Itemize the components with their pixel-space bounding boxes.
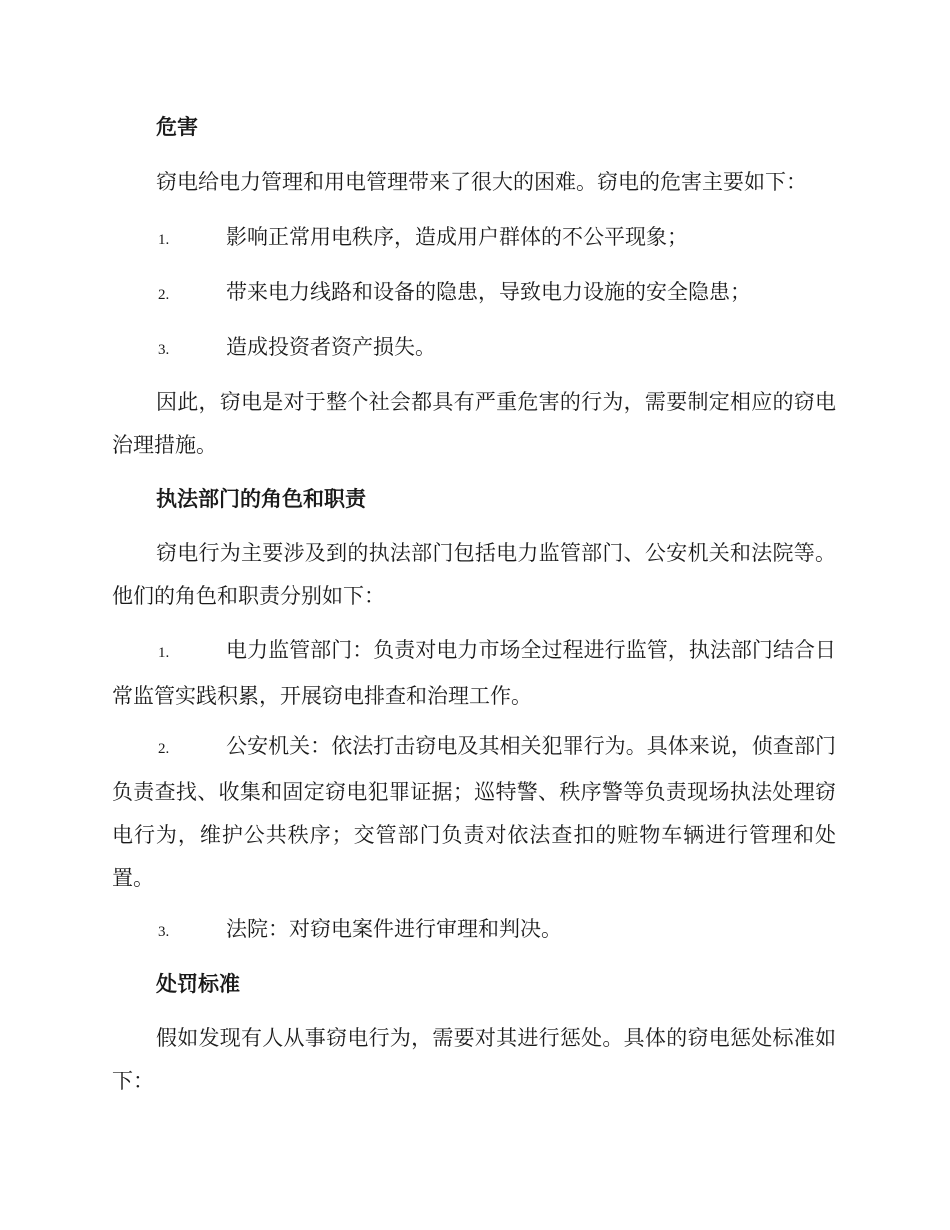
list-item-text: 公安机关：依法打击窃电及其相关犯罪行为。具体来说，侦查部门负责查找、收集和固定窃电犯罪证据；巡特警、秩序警等负责现场执法处理窃电行为，维护公共秩序；交管部门负责对依法查扣的赃物车辆进行管理和处置。 [112, 734, 836, 890]
list-item-text: 电力监管部门：负责对电力市场全过程进行监管，执法部门结合日常监管实践积累，开展窃电排查和治理工作。 [112, 638, 836, 708]
list-item-text: 带来电力线路和设备的隐患，导致电力设施的安全隐患； [226, 280, 751, 304]
list-item [112, 326, 836, 372]
section-heading-harm: 危害 [156, 115, 198, 139]
section-heading-penalty: 处罚标准 [156, 972, 240, 996]
list-item [112, 908, 836, 954]
list-item-text: 影响正常用电秩序，造成用户群体的不公平现象； [226, 225, 688, 249]
paragraph-harm-conclusion: 因此，窃电是对于整个社会都具有严重危害的行为，需要制定相应的窃电治理措施。 [112, 390, 836, 457]
paragraph-harm-intro: 窃电给电力管理和用电管理带来了很大的困难。窃电的危害主要如下： [156, 170, 807, 194]
list-item-text: 法院：对窃电案件进行审理和判决。 [226, 917, 562, 941]
paragraph-penalty-intro: 假如发现有人从事窃电行为，需要对其进行惩处。具体的窃电惩处标准如下： [112, 1026, 836, 1093]
list-number: 1. [158, 232, 170, 248]
list-item [112, 629, 836, 718]
list-number: 3. [158, 342, 170, 358]
list-item [112, 271, 836, 317]
list-number: 1. [158, 645, 170, 661]
section-heading-enforcement: 执法部门的角色和职责 [156, 487, 366, 511]
list-item-text: 造成投资者资产损失。 [226, 335, 436, 359]
list-number: 2. [158, 741, 170, 757]
paragraph-enforcement-intro: 窃电行为主要涉及到的执法部门包括电力监管部门、公安机关和法院等。他们的角色和职责分别如下： [112, 541, 836, 608]
list-item [112, 216, 836, 262]
list-number: 2. [158, 287, 170, 303]
list-item [112, 725, 836, 900]
list-number: 3. [158, 924, 170, 940]
